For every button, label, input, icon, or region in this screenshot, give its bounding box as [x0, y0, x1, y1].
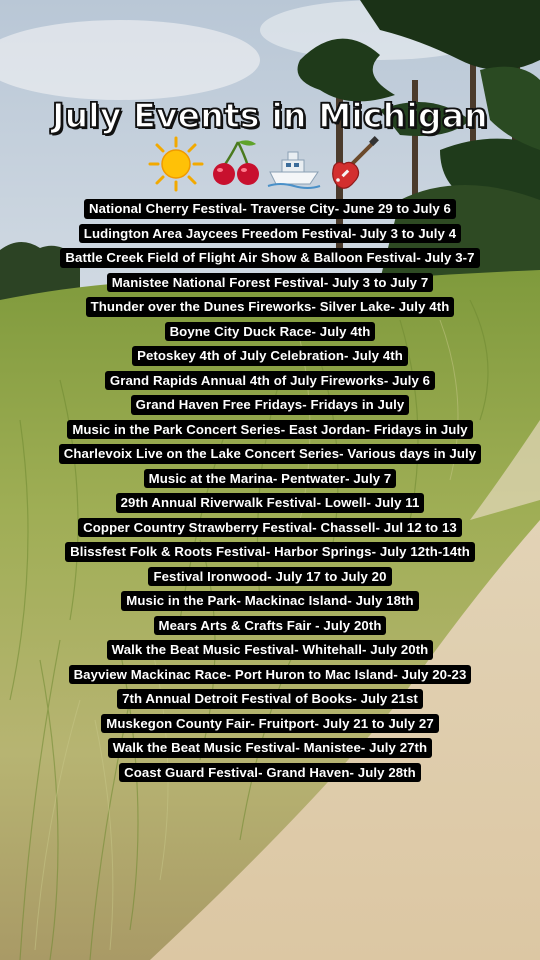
page-title: July Events in Michigan: [52, 96, 488, 135]
event-item: Bayview Mackinac Race- Port Huron to Mac Island- July 20-23: [69, 665, 472, 685]
event-item: Ludington Area Jaycees Freedom Festival- July 3 to July 4: [79, 224, 461, 244]
event-item: Boyne City Duck Race- July 4th: [165, 322, 376, 342]
sun-icon: [148, 136, 204, 192]
event-item: Muskegon County Fair- Fruitport- July 21 to July 27: [101, 714, 439, 734]
event-item: 7th Annual Detroit Festival of Books- July 21st: [117, 689, 423, 709]
event-item: Mears Arts & Crafts Fair - July 20th: [154, 616, 387, 636]
cherries-icon: [208, 136, 264, 192]
event-item: Grand Rapids Annual 4th of July Fireworks- July 6: [105, 371, 435, 391]
event-item: Walk the Beat Music Festival- Whitehall- July 20th: [107, 640, 434, 660]
event-item: Grand Haven Free Fridays- Fridays in July: [131, 395, 410, 415]
event-item: Walk the Beat Music Festival- Manistee- July 27th: [108, 738, 432, 758]
event-item: Thunder over the Dunes Fireworks- Silver Lake- July 4th: [86, 297, 455, 317]
event-item: 29th Annual Riverwalk Festival- Lowell- July 11: [116, 493, 425, 513]
electric-guitar-icon: [324, 136, 380, 192]
event-item: Manistee National Forest Festival- July 3 to July 7: [107, 273, 434, 293]
event-item: Festival Ironwood- July 17 to July 20: [148, 567, 391, 587]
event-item: Music in the Park- Mackinac Island- July 18th: [121, 591, 418, 611]
event-item: Music at the Marina- Pentwater- July 7: [144, 469, 397, 489]
event-item: Blissfest Folk & Roots Festival- Harbor Springs- July 12th-14th: [65, 542, 475, 562]
event-item: National Cherry Festival- Traverse City- June 29 to July 6: [84, 199, 456, 219]
emoji-row: [148, 136, 388, 196]
event-item: Copper Country Strawberry Festival- Chassell- Jul 12 to 13: [78, 518, 462, 538]
event-item: Battle Creek Field of Flight Air Show & Balloon Festival- July 3-7: [60, 248, 479, 268]
event-item: Charlevoix Live on the Lake Concert Series- Various days in July: [59, 444, 481, 464]
event-list: [0, 199, 540, 782]
boat-icon: [266, 136, 322, 192]
event-item: Music in the Park Concert Series- East Jordan- Fridays in July: [67, 420, 472, 440]
event-item: Coast Guard Festival- Grand Haven- July 28th: [119, 763, 421, 783]
event-item: Petoskey 4th of July Celebration- July 4th: [132, 346, 408, 366]
